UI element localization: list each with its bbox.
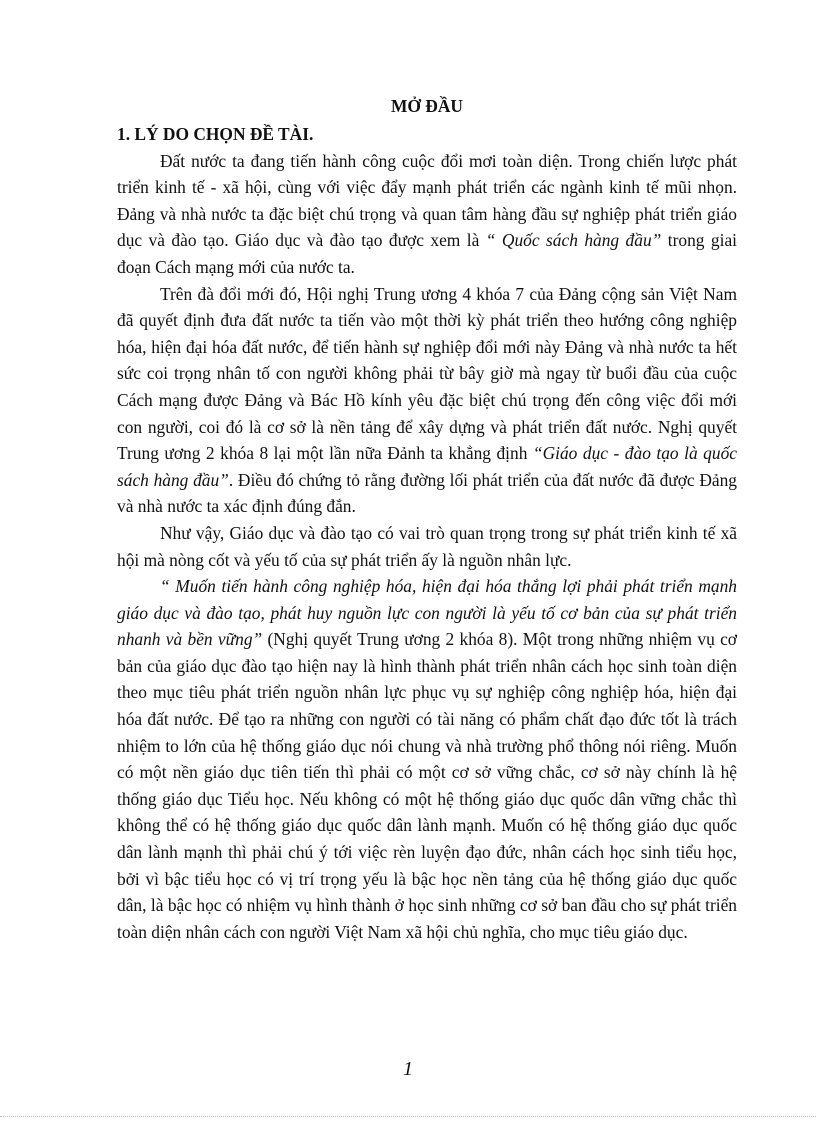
paragraph-3: Như vậy, Giáo dục và đào tạo có vai trò quan trọng trong sự phát triển kinh tế xã hội mà nòng cốt và yếu tố của sự phát triển ấy là nguồn nhân lực. [117,522,737,570]
paragraph-2-quote: “Giáo dục - đào tạo là quốc sách hàng đầu” [117,443,737,490]
paragraph-1 [117,148,737,281]
paragraph-1-text: Đất nước ta đang tiến hành công cuộc đổi mơi toàn diện. Trong chiến lược phát triển kinh tế - xã hội, cùng với việc đẩy mạnh phát triển các ngành kinh tế mũi nhọn. Đảng và nhà nước ta đặc biệt chú trọng và quan tâm hàng đầu sự nghiệp phát triển giáo dục và đào tạo. Giáo dục và đào tạo được xem là [117,150,737,251]
paragraph-1-quote: “ Quốc sách hàng đầu” [485,230,662,251]
paragraph-2-text: Trên đà đổi mới đó, Hội nghị Trung ương 4 khóa 7 của Đảng cộng sản Việt Nam đã quyết định đưa đất nước ta tiến vào một thời kỳ phát triển theo hướng công nghiệp hóa, hiện đại hóa đất nước, để tiến hành sự nghiệp đổi mới này Đảng và nhà nước ta hết sức coi trọng nhân tố con người không phải từ bây giờ mà ngay từ buổi đầu của cuộc Cách mạng được Đảng và Bác Hồ kính yêu đặc biệt chú trọng đến công việc đổi mới con người, coi đó là cơ sở là nền tảng để xây dựng và phát triển đất nước. Nghị quyết Trung ương 2 khóa 8 lại một lần nữa Đảnh ta khẳng định [117,283,737,464]
paragraph-2 [117,281,737,520]
document-title: MỞ ĐẦU [391,96,463,116]
page-number: 1 [403,1058,413,1080]
section-heading: 1. LÝ DO CHỌN ĐỀ TÀI. [117,123,314,144]
page-bottom-divider [0,1116,816,1117]
paragraph-4-tail: (Nghị quyết Trung ương 2 khóa 8). Một trong những nhiệm vụ cơ bản của giáo dục đào tạo hiện nay là hình thành phát triển nhân cách học sinh toàn diện theo mục tiêu phát triển nguồn nhân lực phục vụ sự nghiệp công nghiệp hóa, hiện đại hóa đất nước. Để tạo ra những con người có tài năng có phẩm chất đạo đức tốt là trách nhiệm to lớn của hệ thống giáo dục nói chung và nhà trường phổ thông nói riêng. Muốn có một nền giáo dục tiên tiến thì phải có một cơ sở vững chắc, cơ sở này chính là hệ thống giáo dục Tiểu học. Nếu không có một hệ thống giáo dục quốc dân vững chắc thì không thể có hệ thống giáo dục quốc dân lành mạnh. Muốn có hệ thống giáo dục quốc dân lành mạnh thì phải chú ý tới việc rèn luyện đạo đức, nhân cách học sinh tiểu học, bởi vì bậc tiểu học có vị trí trọng yếu là bậc học nền tảng của hệ thống giáo dục quốc dân, là bậc học có nhiệm vụ hình thành ở học sinh những cơ sở ban đầu cho sự phát triển toàn diện nhân cách con người Việt Nam xã hội chủ nghĩa, cho mục tiêu giáo dục. [117,629,737,942]
document-body [117,93,737,945]
paragraph-4-quote: “ Muốn tiến hành công nghiệp hóa, hiện đại hóa thắng lợi phải phát triển mạnh giáo dục và đào tạo, phát huy nguồn lực con người là yếu tố cơ bản của sự phát triển nhanh và bền vững” [117,576,737,650]
paragraph-4 [117,573,737,945]
paragraph-2-tail: . Điều đó chứng tỏ rằng đường lối phát triển của đất nước đã được Đảng và nhà nước ta xác định đúng đắn. [117,469,737,517]
paragraph-1-tail: trong giai đoạn Cách mạng mới của nước ta. [117,230,738,277]
